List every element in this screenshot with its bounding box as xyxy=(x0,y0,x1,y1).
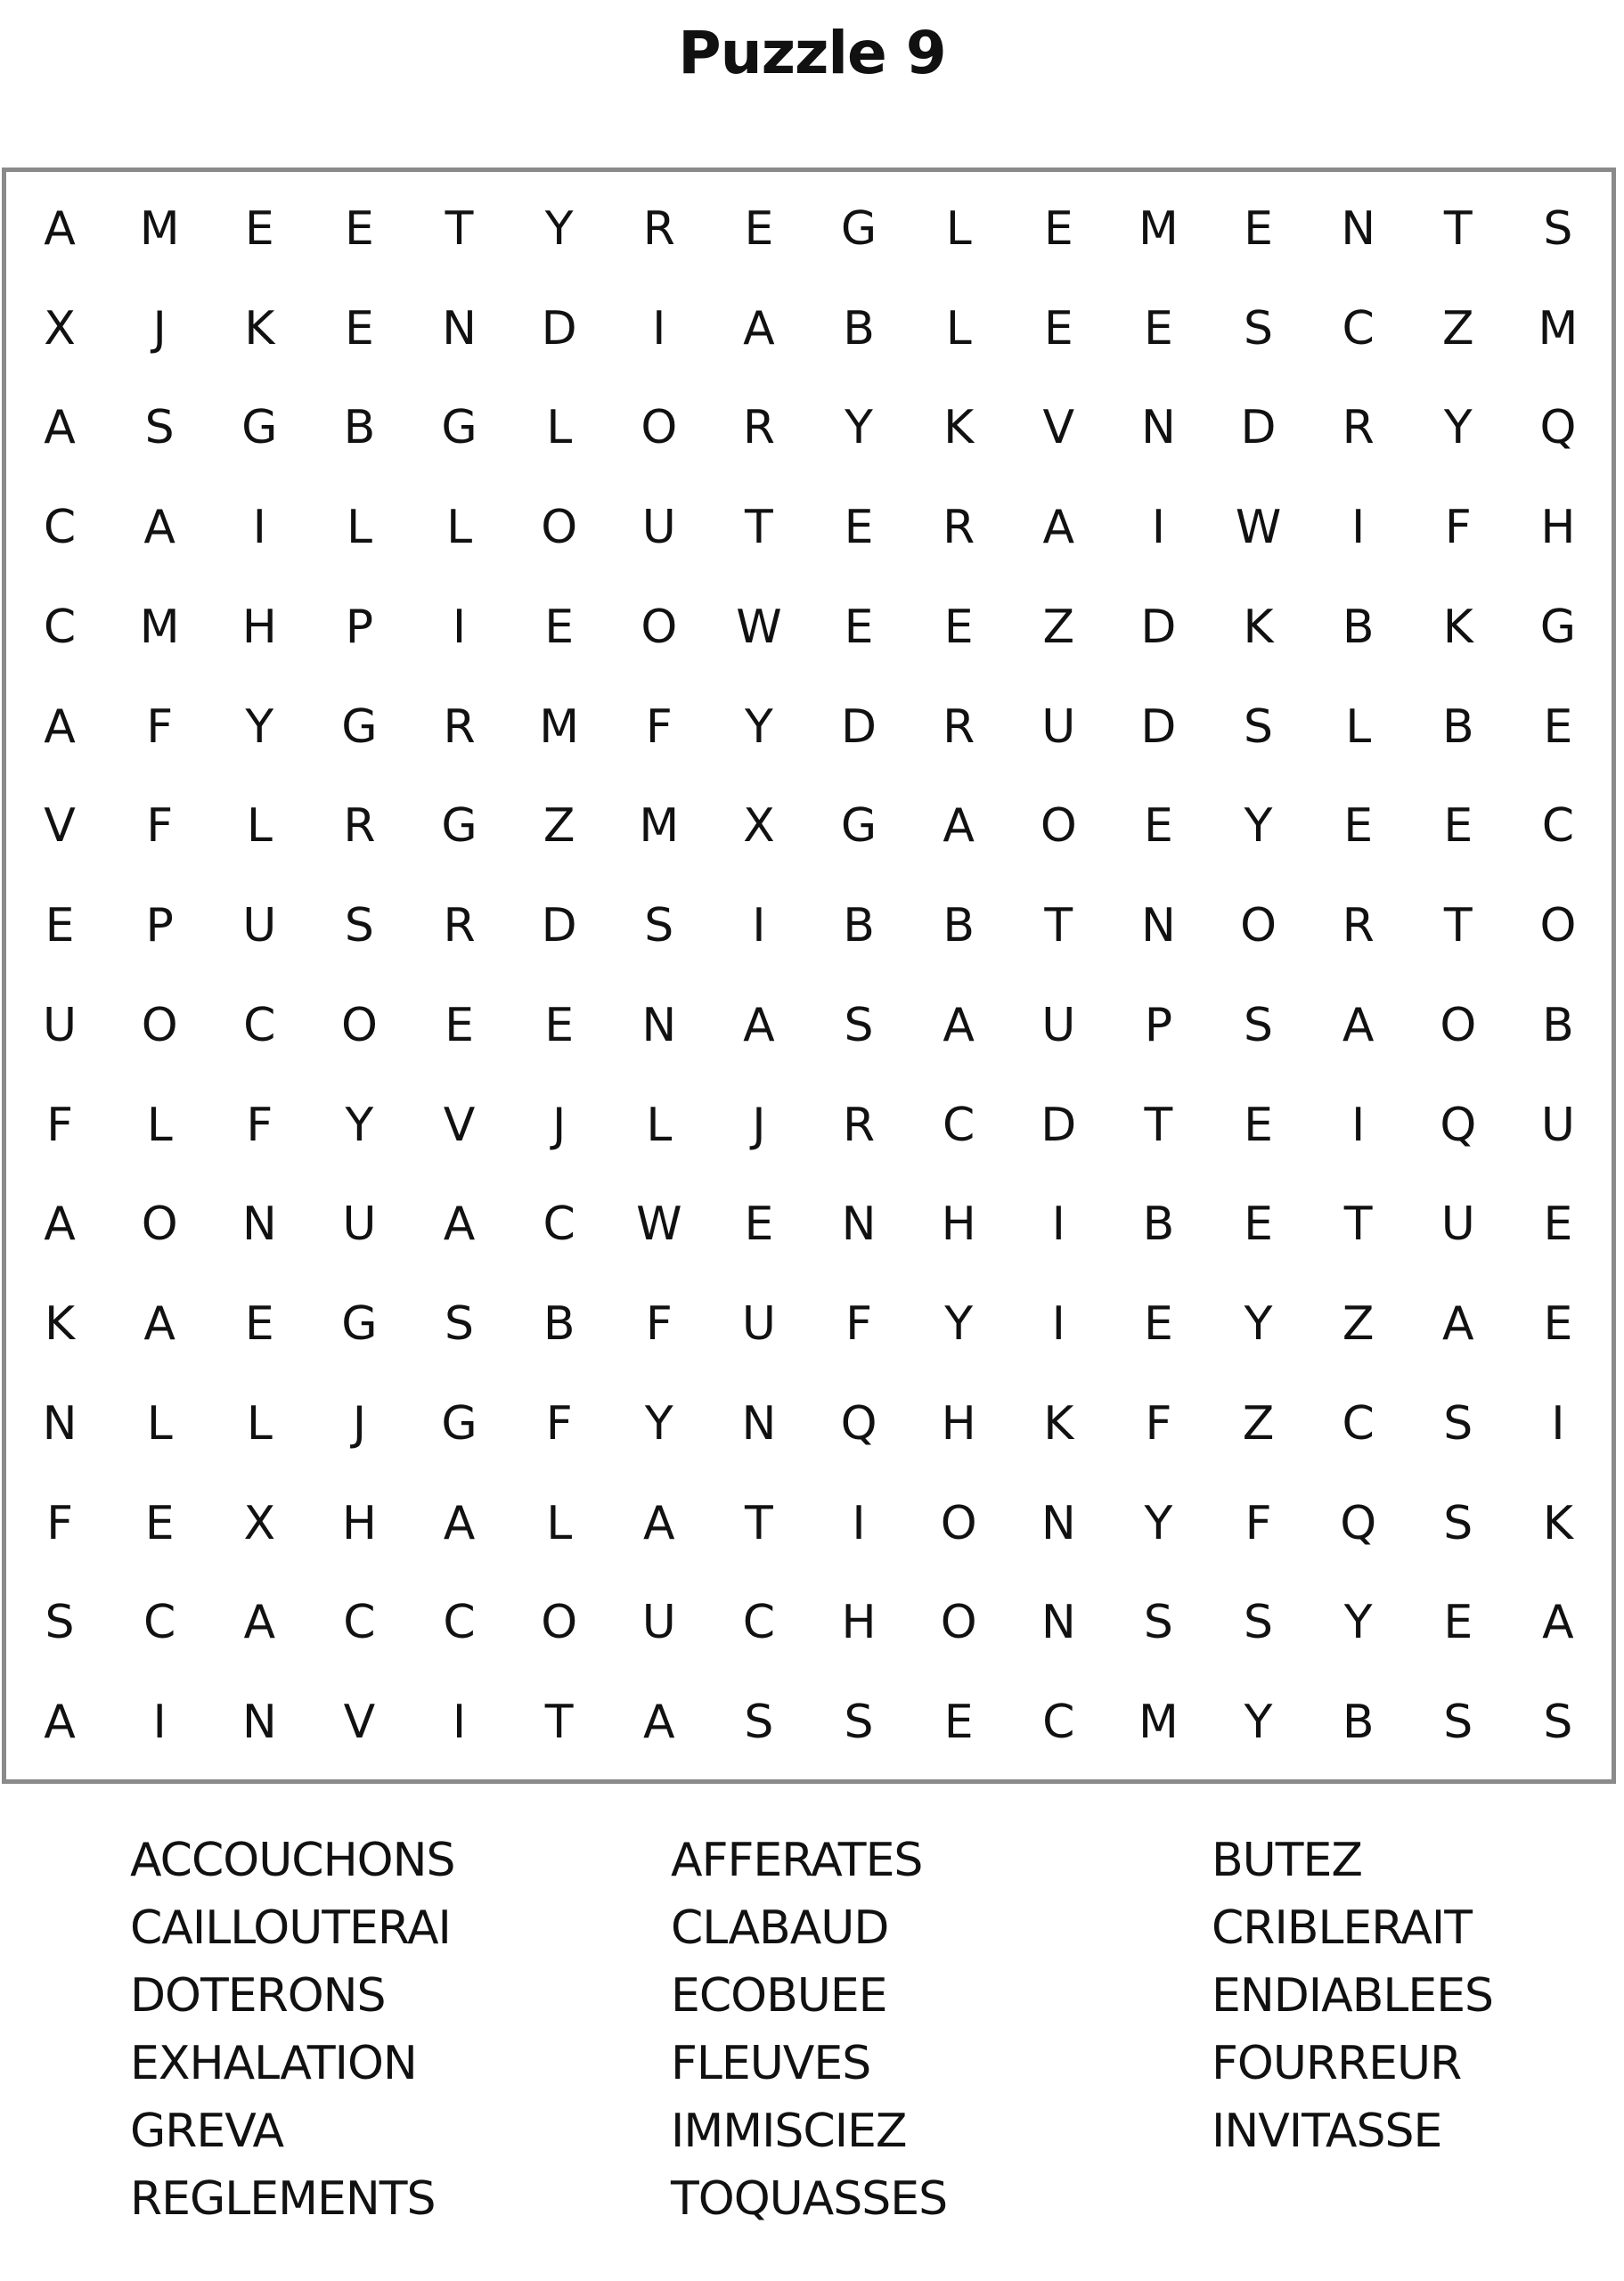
grid-cell[interactable]: E xyxy=(1244,1198,1273,1252)
grid-cell[interactable]: O xyxy=(141,1198,178,1252)
grid-cell[interactable]: Z xyxy=(1242,1396,1275,1451)
word-list-item: ECOBUEE xyxy=(671,1969,887,2023)
grid-cell[interactable]: J xyxy=(552,1098,567,1152)
grid-cell[interactable]: N xyxy=(241,1198,277,1252)
grid-cell[interactable]: X xyxy=(743,799,775,854)
grid-cell[interactable]: X xyxy=(243,1496,276,1550)
grid-cell[interactable]: T xyxy=(745,1496,773,1550)
grid-cell[interactable]: N xyxy=(841,1198,877,1252)
grid-cell[interactable]: U xyxy=(641,501,676,555)
grid-cell[interactable]: L xyxy=(346,501,372,555)
grid-cell[interactable]: B xyxy=(943,899,975,953)
grid-cell[interactable]: I xyxy=(152,1696,167,1750)
grid-cell[interactable]: R xyxy=(642,201,675,256)
grid-cell[interactable]: I xyxy=(752,899,766,953)
grid-cell[interactable]: U xyxy=(1041,998,1076,1052)
grid-cell[interactable]: U xyxy=(741,1297,776,1352)
grid-cell[interactable]: H xyxy=(1540,501,1576,555)
grid-cell[interactable]: L xyxy=(646,1098,673,1152)
grid-cell[interactable]: F xyxy=(46,1098,74,1152)
grid-cell[interactable]: M xyxy=(1538,301,1579,356)
grid-cell[interactable]: E xyxy=(345,301,374,356)
grid-cell[interactable]: N xyxy=(1140,899,1176,953)
grid-cell[interactable]: J xyxy=(352,1396,367,1451)
grid-cell[interactable]: I xyxy=(1051,1198,1065,1252)
grid-cell[interactable]: L xyxy=(246,1396,273,1451)
word-list-item: EXHALATION xyxy=(130,2037,417,2090)
grid-cell[interactable]: Q xyxy=(1539,401,1577,455)
grid-cell[interactable]: N xyxy=(1341,201,1376,256)
grid-cell[interactable]: K xyxy=(45,1297,76,1352)
grid-cell[interactable]: E xyxy=(1443,1596,1473,1650)
grid-cell[interactable]: E xyxy=(1443,799,1473,854)
grid-cell[interactable]: O xyxy=(541,501,578,555)
grid-cell[interactable]: P xyxy=(1144,998,1173,1052)
grid-cell[interactable]: B xyxy=(1542,998,1574,1052)
word-column-3 xyxy=(1212,1827,1493,2165)
grid-cell[interactable]: V xyxy=(1042,401,1075,455)
grid-cell[interactable]: B xyxy=(843,301,875,356)
grid-cell[interactable]: O xyxy=(940,1596,977,1650)
grid-cell[interactable]: C xyxy=(1042,1696,1075,1750)
grid-cell[interactable]: O xyxy=(1240,899,1277,953)
grid-cell[interactable]: U xyxy=(342,1198,377,1252)
grid-cell[interactable]: C xyxy=(543,1198,575,1252)
grid-cell[interactable]: G xyxy=(441,799,477,854)
grid-cell[interactable]: A xyxy=(44,1696,76,1750)
grid-cell[interactable]: E xyxy=(244,1297,274,1352)
grid-cell[interactable]: E xyxy=(1543,1198,1573,1252)
grid-cell[interactable]: N xyxy=(42,1396,78,1451)
grid-cell[interactable]: A xyxy=(1342,998,1375,1052)
grid-cell[interactable]: Y xyxy=(1343,1596,1373,1650)
grid-cell[interactable]: A xyxy=(643,1696,675,1750)
grid-cell[interactable]: N xyxy=(442,301,477,356)
grid-cell[interactable]: F xyxy=(146,799,174,854)
grid-cell[interactable]: Q xyxy=(840,1396,877,1451)
grid-cell[interactable]: G xyxy=(341,1297,378,1352)
grid-cell[interactable]: R xyxy=(443,699,476,754)
grid-cell[interactable]: D xyxy=(541,899,577,953)
grid-cell[interactable]: T xyxy=(1144,1098,1173,1152)
word-list-item: BUTEZ xyxy=(1212,1834,1362,1887)
grid-cell[interactable]: E xyxy=(1543,1297,1573,1352)
grid-cell[interactable]: A xyxy=(143,1297,175,1352)
letter-grid xyxy=(2,168,1616,1784)
grid-cell[interactable]: A xyxy=(243,1596,276,1650)
grid-cell[interactable]: C xyxy=(143,1596,176,1650)
grid-cell[interactable]: K xyxy=(1442,600,1473,654)
grid-cell[interactable]: T xyxy=(1343,1198,1373,1252)
grid-cell[interactable]: P xyxy=(345,600,374,654)
grid-cell[interactable]: S xyxy=(1143,1596,1173,1650)
grid-cell[interactable]: E xyxy=(1144,1297,1173,1352)
grid-cell[interactable]: K xyxy=(1243,600,1274,654)
grid-cell[interactable]: U xyxy=(641,1596,676,1650)
grid-cell[interactable]: D xyxy=(841,699,877,754)
grid-cell[interactable]: A xyxy=(143,501,175,555)
grid-cell[interactable]: N xyxy=(241,1696,277,1750)
grid-cell[interactable]: I xyxy=(1551,1396,1565,1451)
grid-cell[interactable]: S xyxy=(45,1596,75,1650)
word-list-item: GREVA xyxy=(130,2105,284,2158)
grid-cell[interactable]: P xyxy=(145,899,174,953)
grid-cell[interactable]: E xyxy=(744,201,774,256)
grid-cell[interactable]: E xyxy=(1144,799,1173,854)
grid-cell[interactable]: L xyxy=(1345,699,1372,754)
grid-cell[interactable]: C xyxy=(1541,799,1575,854)
grid-cell[interactable]: F xyxy=(845,1297,873,1352)
grid-cell[interactable]: E xyxy=(1543,699,1573,754)
grid-cell[interactable]: A xyxy=(743,998,775,1052)
grid-cell[interactable]: B xyxy=(1342,1696,1375,1750)
word-list-item: TOQUASSES xyxy=(671,2172,948,2226)
grid-cell[interactable]: S xyxy=(844,1696,874,1750)
grid-cell[interactable]: C xyxy=(43,501,77,555)
grid-cell[interactable]: E xyxy=(244,201,274,256)
grid-cell[interactable]: A xyxy=(743,301,775,356)
grid-cell[interactable]: A xyxy=(44,1198,76,1252)
word-list-item: CLABAUD xyxy=(671,1901,889,1955)
word-list-item: ACCOUCHONS xyxy=(130,1834,455,1887)
grid-cell[interactable]: R xyxy=(1342,401,1375,455)
grid-cell[interactable]: B xyxy=(843,899,875,953)
grid-cell[interactable]: E xyxy=(144,1496,175,1550)
grid-cell[interactable]: J xyxy=(152,301,167,356)
grid-cell[interactable]: B xyxy=(1142,1198,1175,1252)
grid-cell[interactable]: E xyxy=(844,501,874,555)
grid-cell[interactable]: O xyxy=(541,1596,578,1650)
grid-cell[interactable]: R xyxy=(943,699,975,754)
grid-cell[interactable]: T xyxy=(1443,899,1473,953)
grid-cell[interactable]: A xyxy=(943,998,975,1052)
word-list-item: DOTERONS xyxy=(130,1969,386,2023)
word-list-item: FLEUVES xyxy=(671,2037,871,2090)
grid-cell[interactable]: Y xyxy=(644,1396,673,1451)
grid-cell[interactable]: J xyxy=(752,1098,766,1152)
grid-cell[interactable]: W xyxy=(1235,501,1282,555)
word-list-item: CRIBLERAIT xyxy=(1212,1901,1472,1955)
grid-cell[interactable]: S xyxy=(1443,1396,1473,1451)
word-list xyxy=(0,1827,1624,2245)
grid-cell[interactable]: S xyxy=(144,401,175,455)
grid-cell[interactable]: C xyxy=(443,1596,476,1650)
grid-cell[interactable]: B xyxy=(343,401,376,455)
grid-cell[interactable]: S xyxy=(1443,1496,1473,1550)
grid-cell[interactable]: O xyxy=(340,998,378,1052)
word-list-item: CAILLOUTERAI xyxy=(130,1901,451,1955)
grid-cell[interactable]: L xyxy=(146,1396,173,1451)
grid-cell[interactable]: E xyxy=(1043,201,1073,256)
grid-cell[interactable]: E xyxy=(844,600,874,654)
grid-cell[interactable]: I xyxy=(252,501,266,555)
grid-cell[interactable]: Y xyxy=(1144,1496,1173,1550)
grid-cell[interactable]: A xyxy=(44,401,76,455)
grid-cell[interactable]: S xyxy=(844,998,874,1052)
grid-cell[interactable]: N xyxy=(741,1396,777,1451)
grid-cell[interactable]: A xyxy=(1042,501,1075,555)
grid-cell[interactable]: Z xyxy=(543,799,575,854)
grid-cell[interactable]: E xyxy=(45,899,75,953)
grid-cell[interactable]: M xyxy=(1138,201,1179,256)
grid-cell[interactable]: U xyxy=(1041,699,1076,754)
grid-cell[interactable]: Q xyxy=(1440,1098,1477,1152)
grid-cell[interactable]: Q xyxy=(1340,1496,1377,1550)
grid-cell[interactable]: E xyxy=(744,1198,774,1252)
grid-cell[interactable]: S xyxy=(1244,1596,1274,1650)
grid-cell[interactable]: O xyxy=(1040,799,1077,854)
grid-cell[interactable]: E xyxy=(943,600,974,654)
grid-cell[interactable]: B xyxy=(1441,699,1474,754)
grid-cell[interactable]: U xyxy=(43,998,78,1052)
grid-cell[interactable]: E xyxy=(1244,1098,1273,1152)
grid-cell[interactable]: I xyxy=(1051,1297,1065,1352)
grid-cell[interactable]: L xyxy=(446,501,473,555)
grid-cell[interactable]: C xyxy=(243,998,276,1052)
grid-cell[interactable]: N xyxy=(1140,401,1176,455)
grid-cell[interactable]: R xyxy=(1342,899,1375,953)
grid-cell[interactable]: C xyxy=(742,1596,776,1650)
grid-cell[interactable]: K xyxy=(1542,1496,1573,1550)
grid-cell[interactable]: Z xyxy=(1442,301,1474,356)
grid-cell[interactable]: K xyxy=(943,401,975,455)
grid-cell[interactable]: Y xyxy=(1244,799,1273,854)
grid-cell[interactable]: C xyxy=(43,600,77,654)
grid-cell[interactable]: S xyxy=(1244,998,1274,1052)
grid-cell[interactable]: U xyxy=(1440,1198,1475,1252)
grid-cell[interactable]: F xyxy=(246,1098,273,1152)
grid-cell[interactable]: Y xyxy=(1244,1696,1273,1750)
grid-cell[interactable]: A xyxy=(1442,1297,1474,1352)
grid-cell[interactable]: G xyxy=(341,699,378,754)
grid-cell[interactable]: K xyxy=(244,301,275,356)
grid-cell[interactable]: B xyxy=(543,1297,575,1352)
grid-cell[interactable]: E xyxy=(345,201,374,256)
grid-cell[interactable]: V xyxy=(44,799,76,854)
grid-cell[interactable]: I xyxy=(652,301,666,356)
grid-cell[interactable]: E xyxy=(544,998,575,1052)
grid-cell[interactable]: E xyxy=(1244,201,1273,256)
grid-cell[interactable]: C xyxy=(1342,1396,1375,1451)
grid-cell[interactable]: U xyxy=(242,899,277,953)
grid-cell[interactable]: T xyxy=(1044,899,1073,953)
grid-cell[interactable]: V xyxy=(343,1696,376,1750)
grid-cell[interactable]: K xyxy=(1043,1396,1074,1451)
grid-cell[interactable]: O xyxy=(1440,998,1477,1052)
grid-cell[interactable]: F xyxy=(146,699,174,754)
grid-cell[interactable]: L xyxy=(546,1496,573,1550)
grid-cell[interactable]: F xyxy=(1444,501,1472,555)
grid-cell[interactable]: G xyxy=(241,401,278,455)
grid-cell[interactable]: V xyxy=(443,1098,476,1152)
grid-cell[interactable]: F xyxy=(645,1297,673,1352)
grid-cell[interactable]: W xyxy=(736,600,782,654)
grid-cell[interactable]: C xyxy=(343,1596,376,1650)
grid-cell[interactable]: A xyxy=(443,1496,476,1550)
grid-cell[interactable]: S xyxy=(344,899,374,953)
grid-cell[interactable]: F xyxy=(1145,1396,1172,1451)
grid-cell[interactable]: S xyxy=(644,899,674,953)
grid-cell[interactable]: E xyxy=(1144,301,1173,356)
grid-cell[interactable]: I xyxy=(1351,1098,1366,1152)
grid-cell[interactable]: L xyxy=(246,799,273,854)
grid-cell[interactable]: H xyxy=(841,1596,877,1650)
grid-cell[interactable]: Z xyxy=(1342,1297,1375,1352)
grid-cell[interactable]: C xyxy=(1342,301,1375,356)
grid-cell[interactable]: A xyxy=(44,699,76,754)
grid-cell[interactable]: S xyxy=(1543,201,1573,256)
grid-cell[interactable]: G xyxy=(840,799,877,854)
grid-cell[interactable]: L xyxy=(546,401,573,455)
grid-cell[interactable]: O xyxy=(940,1496,977,1550)
grid-cell[interactable]: S xyxy=(1443,1696,1473,1750)
grid-cell[interactable]: T xyxy=(544,1696,574,1750)
grid-cell[interactable]: S xyxy=(1244,301,1274,356)
grid-cell[interactable]: Y xyxy=(944,1297,974,1352)
grid-cell[interactable]: I xyxy=(1351,501,1366,555)
grid-cell[interactable]: H xyxy=(241,600,277,654)
grid-cell[interactable]: R xyxy=(943,501,975,555)
grid-cell[interactable]: E xyxy=(943,1696,974,1750)
word-list-item: INVITASSE xyxy=(1212,2105,1442,2158)
grid-cell[interactable]: O xyxy=(1539,899,1577,953)
grid-cell[interactable]: A xyxy=(643,1496,675,1550)
word-list-item: AFFERATES xyxy=(671,1834,923,1887)
grid-cell[interactable]: T xyxy=(1443,201,1473,256)
grid-cell[interactable]: I xyxy=(452,600,467,654)
grid-cell[interactable]: E xyxy=(445,998,474,1052)
grid-cell[interactable]: A xyxy=(44,201,76,256)
grid-cell[interactable]: O xyxy=(641,401,678,455)
grid-cell[interactable]: I xyxy=(1151,501,1166,555)
grid-cell[interactable]: E xyxy=(1043,301,1073,356)
grid-cell[interactable]: G xyxy=(1539,600,1577,654)
grid-cell[interactable]: W xyxy=(636,1198,682,1252)
grid-cell[interactable]: E xyxy=(544,600,575,654)
grid-cell[interactable]: Y xyxy=(544,201,574,256)
grid-cell[interactable]: T xyxy=(745,501,773,555)
grid-cell[interactable]: D xyxy=(1140,600,1177,654)
grid-cell[interactable]: M xyxy=(1138,1696,1179,1750)
word-list-item: IMMISCIEZ xyxy=(671,2105,907,2158)
grid-cell[interactable]: S xyxy=(744,1696,774,1750)
grid-cell[interactable]: L xyxy=(945,201,972,256)
grid-cell[interactable]: L xyxy=(945,301,972,356)
grid-cell[interactable]: G xyxy=(441,1396,477,1451)
grid-cell[interactable]: H xyxy=(941,1396,976,1451)
grid-cell[interactable]: S xyxy=(1244,699,1274,754)
grid-cell[interactable]: R xyxy=(343,799,376,854)
grid-cell[interactable]: X xyxy=(44,301,76,356)
word-list-item: ENDIABLEES xyxy=(1212,1969,1494,2023)
grid-cell[interactable]: G xyxy=(840,201,877,256)
word-column-1 xyxy=(130,1827,455,2233)
grid-cell[interactable]: S xyxy=(1543,1696,1573,1750)
grid-cell[interactable]: R xyxy=(842,1098,876,1152)
grid-cell[interactable]: M xyxy=(539,699,580,754)
grid-cell[interactable]: F xyxy=(46,1496,74,1550)
grid-cell[interactable]: D xyxy=(541,301,577,356)
grid-cell[interactable]: D xyxy=(1140,699,1177,754)
grid-cell[interactable]: M xyxy=(139,201,180,256)
word-column-2 xyxy=(671,1827,947,2233)
grid-cell[interactable]: F xyxy=(1245,1496,1272,1550)
word-list-item: FOURREUR xyxy=(1212,2037,1462,2090)
grid-cell[interactable]: I xyxy=(452,1696,467,1750)
word-list-item: REGLEMENTS xyxy=(130,2172,436,2226)
grid-cell[interactable]: S xyxy=(445,1297,475,1352)
grid-cell[interactable]: R xyxy=(742,401,775,455)
grid-cell[interactable]: C xyxy=(943,1098,975,1152)
grid-cell[interactable]: H xyxy=(941,1198,976,1252)
grid-cell[interactable]: T xyxy=(445,201,474,256)
grid-cell[interactable]: U xyxy=(1540,1098,1575,1152)
grid-cell[interactable]: E xyxy=(1343,799,1374,854)
grid-cell[interactable]: N xyxy=(1041,1596,1076,1650)
grid-cell[interactable]: Y xyxy=(1443,401,1473,455)
grid-cell[interactable]: D xyxy=(1041,1098,1077,1152)
grid-cell[interactable]: G xyxy=(441,401,477,455)
grid-cell[interactable]: B xyxy=(1342,600,1375,654)
grid-cell[interactable]: I xyxy=(852,1496,866,1550)
grid-cell[interactable]: D xyxy=(1240,401,1277,455)
grid-cell[interactable]: Y xyxy=(345,1098,374,1152)
grid-cell[interactable]: M xyxy=(139,600,180,654)
grid-cell[interactable]: N xyxy=(641,998,677,1052)
grid-cell[interactable]: Y xyxy=(1244,1297,1273,1352)
grid-cell[interactable]: H xyxy=(341,1496,377,1550)
grid-cell[interactable]: A xyxy=(1542,1596,1574,1650)
grid-cell[interactable]: O xyxy=(641,600,678,654)
grid-cell[interactable]: Y xyxy=(245,699,274,754)
grid-cell[interactable]: L xyxy=(146,1098,173,1152)
grid-cell[interactable]: F xyxy=(645,699,673,754)
grid-cell[interactable]: Z xyxy=(1042,600,1075,654)
grid-cell[interactable]: M xyxy=(639,799,680,854)
grid-cell[interactable]: A xyxy=(443,1198,476,1252)
grid-cell[interactable]: O xyxy=(141,998,178,1052)
grid-cell[interactable]: N xyxy=(1041,1496,1076,1550)
grid-cell[interactable]: R xyxy=(443,899,476,953)
grid-cell[interactable]: Y xyxy=(845,401,873,455)
puzzle-title: Puzzle 9 xyxy=(678,19,946,87)
grid-cell[interactable]: Y xyxy=(745,699,773,754)
grid-cell[interactable]: F xyxy=(545,1396,573,1451)
grid-cell[interactable]: A xyxy=(943,799,975,854)
